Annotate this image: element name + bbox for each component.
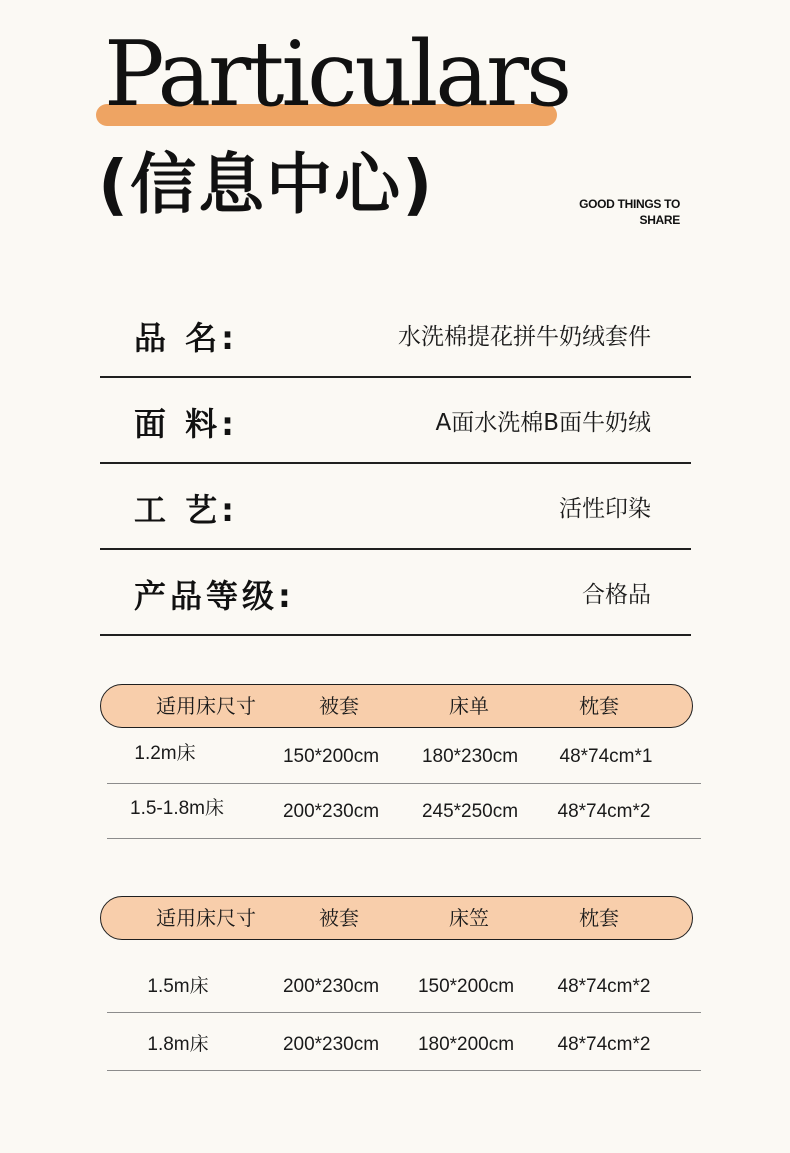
- table-row: [107, 784, 701, 839]
- size-table-2-header: [100, 896, 693, 940]
- cell-bed-size: 1.8m床: [147, 1034, 209, 1055]
- column-header-fitted-sheet: 床笠: [449, 906, 489, 930]
- cell-sheet: 180*230cm: [421, 746, 519, 767]
- size-table-1-header: [100, 684, 693, 728]
- column-header-duvet: 被套: [319, 906, 359, 930]
- table-row: [107, 729, 701, 784]
- cell-bed-size: 1.5m床: [147, 976, 209, 997]
- cell-fitted-sheet: 180*200cm: [417, 1034, 515, 1055]
- table-row: [107, 1016, 701, 1071]
- page-title-chinese: (信息中心): [98, 146, 435, 223]
- page-title-english: Particulars: [104, 22, 570, 127]
- cell-duvet: 200*230cm: [282, 1034, 380, 1055]
- column-header-pillowcase: 枕套: [579, 694, 619, 718]
- cell-duvet: 200*230cm: [282, 801, 380, 822]
- column-header-duvet: 被套: [319, 694, 359, 718]
- info-value: A面水洗棉B面牛奶绒: [435, 410, 651, 436]
- tagline: [560, 196, 680, 228]
- info-label: 品 名:: [134, 319, 238, 357]
- info-row-grade: [100, 548, 691, 636]
- column-header-sheet: 床单: [449, 694, 489, 718]
- column-header-pillowcase: 枕套: [579, 906, 619, 930]
- column-header-bed-size: 适用床尺寸: [156, 906, 256, 930]
- info-value: 合格品: [582, 582, 651, 608]
- cell-pillowcase: 48*74cm*2: [557, 976, 651, 997]
- info-row-process: [100, 462, 691, 550]
- info-label: 工 艺:: [134, 491, 238, 529]
- info-label: 面 料:: [134, 405, 238, 443]
- cell-duvet: 200*230cm: [282, 976, 380, 997]
- cell-pillowcase: 48*74cm*2: [557, 801, 651, 822]
- cell-duvet: 150*200cm: [282, 746, 380, 767]
- cell-pillowcase: 48*74cm*1: [559, 746, 653, 767]
- info-row-product-name: [100, 290, 691, 378]
- cell-fitted-sheet: 150*200cm: [417, 976, 515, 997]
- table-row: [107, 958, 701, 1013]
- tagline-line-2: SHARE: [639, 213, 680, 227]
- info-label: 产品等级:: [134, 577, 295, 615]
- info-value: 活性印染: [559, 496, 651, 522]
- cell-sheet: 245*250cm: [421, 801, 519, 822]
- cell-pillowcase: 48*74cm*2: [557, 1034, 651, 1055]
- tagline-line-1: GOOD THINGS TO: [579, 197, 680, 211]
- cell-bed-size: 1.2m床: [134, 743, 196, 764]
- info-value: 水洗棉提花拼牛奶绒套件: [398, 324, 651, 350]
- column-header-bed-size: 适用床尺寸: [156, 694, 256, 718]
- info-row-material: [100, 376, 691, 464]
- cell-bed-size: 1.5-1.8m床: [130, 798, 224, 819]
